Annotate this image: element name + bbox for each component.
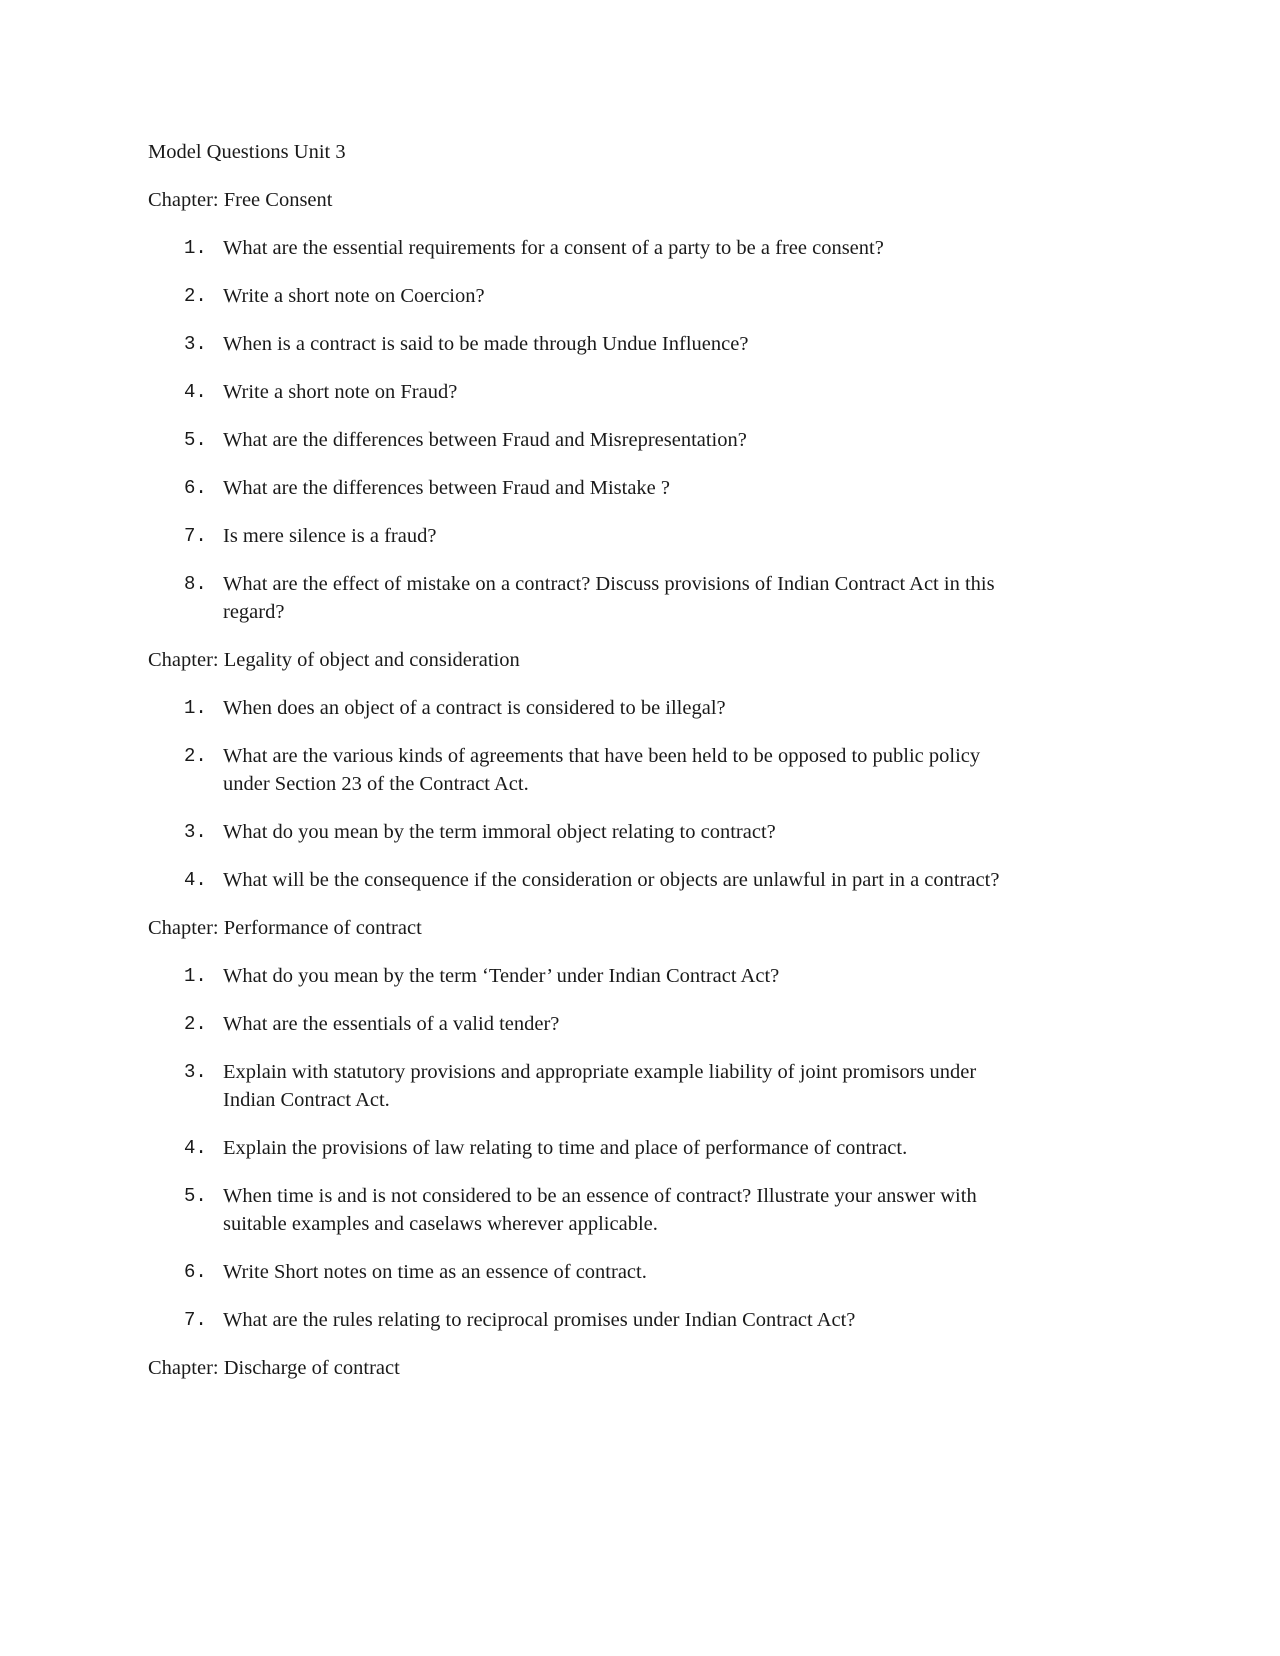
question-item: [148, 1134, 1128, 1162]
question-text: What are the essentials of a valid tender?: [223, 1013, 560, 1035]
question-text: Write Short notes on time as an essence of contract.: [223, 1261, 647, 1283]
question-item: [148, 742, 1128, 798]
question-number: 3.: [184, 1061, 207, 1083]
question-item: [148, 962, 1128, 990]
question-text: When is a contract is said to be made through Undue Influence?: [223, 333, 749, 355]
chapter-heading: Chapter: Legality of object and consideration: [148, 649, 520, 671]
question-number: 7.: [184, 1309, 207, 1331]
question-text: Write a short note on Fraud?: [223, 381, 458, 403]
question-text: suitable examples and caselaws wherever applicable.: [223, 1213, 658, 1235]
question-text: under Section 23 of the Contract Act.: [223, 773, 529, 795]
question-number: 2.: [184, 285, 207, 307]
question-number: 1.: [184, 965, 207, 987]
question-number: 4.: [184, 1137, 207, 1159]
question-item: [148, 522, 1128, 550]
question-text: Is mere silence is a fraud?: [223, 525, 437, 547]
question-text: What are the differences between Fraud and Misrepresentation?: [223, 429, 747, 451]
question-number: 6.: [184, 477, 207, 499]
question-item: [148, 1058, 1128, 1114]
question-text: What are the essential requirements for a consent of a party to be a free consent?: [223, 237, 884, 259]
question-number: 8.: [184, 573, 207, 595]
question-item: [148, 426, 1128, 454]
question-text: When does an object of a contract is considered to be illegal?: [223, 697, 726, 719]
question-number: 1.: [184, 697, 207, 719]
question-text: Write a short note on Coercion?: [223, 285, 485, 307]
question-item: [148, 378, 1128, 406]
question-text: When time is and is not considered to be an essence of contract? Illustrate your answer with: [223, 1185, 977, 1207]
question-text: regard?: [223, 601, 285, 623]
question-item: [148, 1010, 1128, 1038]
question-item: [148, 330, 1128, 358]
question-number: 3.: [184, 821, 207, 843]
question-number: 5.: [184, 429, 207, 451]
question-number: 6.: [184, 1261, 207, 1283]
question-number: 1.: [184, 237, 207, 259]
document-title: Model Questions Unit 3: [148, 141, 346, 163]
question-item: [148, 282, 1128, 310]
question-text: What are the rules relating to reciprocal promises under Indian Contract Act?: [223, 1309, 856, 1331]
question-item: [148, 570, 1128, 626]
chapter-heading: Chapter: Performance of contract: [148, 917, 422, 939]
chapter-heading: Chapter: Free Consent: [148, 189, 333, 211]
question-text: Indian Contract Act.: [223, 1089, 390, 1111]
question-number: 5.: [184, 1185, 207, 1207]
question-text: What are the various kinds of agreements that have been held to be opposed to public policy: [223, 745, 981, 767]
question-number: 2.: [184, 745, 207, 767]
chapter-heading: Chapter: Discharge of contract: [148, 1357, 400, 1379]
question-item: [148, 234, 1128, 262]
question-number: 4.: [184, 381, 207, 403]
question-text: What do you mean by the term immoral object relating to contract?: [223, 821, 776, 843]
question-item: [148, 866, 1128, 894]
question-item: [148, 694, 1128, 722]
question-item: [148, 474, 1128, 502]
question-number: 7.: [184, 525, 207, 547]
question-number: 3.: [184, 333, 207, 355]
question-text: What will be the consequence if the consideration or objects are unlawful in part in a contract?: [223, 869, 1000, 891]
question-number: 2.: [184, 1013, 207, 1035]
question-text: Explain the provisions of law relating to time and place of performance of contract.: [223, 1137, 908, 1159]
question-text: What do you mean by the term ‘Tender’ under Indian Contract Act?: [223, 965, 780, 987]
question-item: [148, 1258, 1128, 1286]
question-item: [148, 1306, 1128, 1334]
document-page: [148, 138, 1128, 1402]
question-text: Explain with statutory provisions and appropriate example liability of joint promisors under: [223, 1061, 977, 1083]
question-item: [148, 1182, 1128, 1238]
question-text: What are the differences between Fraud and Mistake ?: [223, 477, 671, 499]
question-text: What are the effect of mistake on a contract? Discuss provisions of Indian Contract Act in this: [223, 573, 995, 595]
question-item: [148, 818, 1128, 846]
question-number: 4.: [184, 869, 207, 891]
